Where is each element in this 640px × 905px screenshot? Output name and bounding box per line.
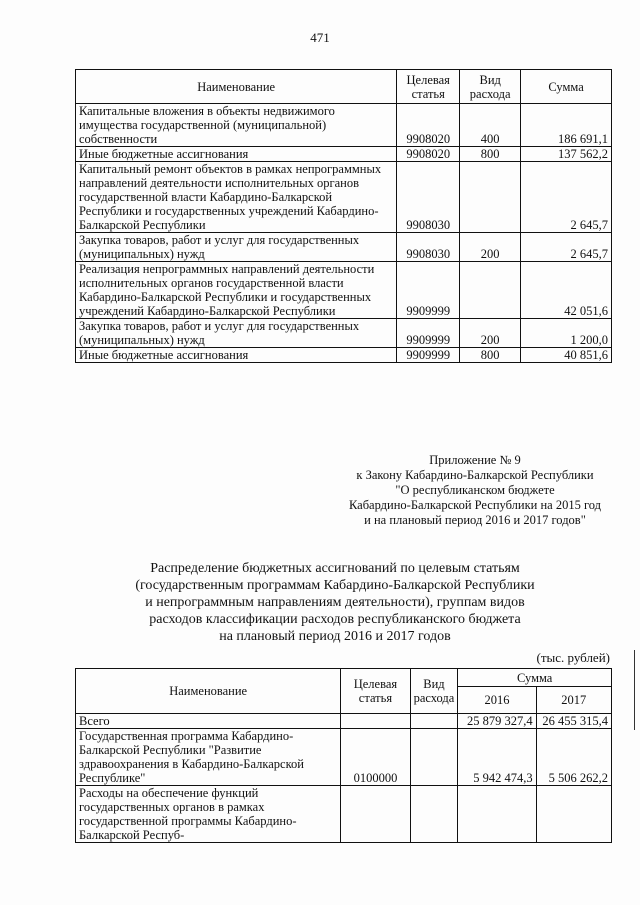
row-sum-2016 [458,786,536,843]
table-row [76,786,612,843]
row-name: Капитальные вложения в объекты недвижимого имущества государственной (муниципальной) собственности [76,104,397,147]
appendix-line: Кабардино-Балкарской Республики на 2015 год [348,498,602,512]
header-expense-type: Вид расхода [410,669,458,714]
row-code [341,714,410,729]
row-name: Государственная программа Кабардино-Балкарской Республики "Развитие здравоохранения в Кабардино-Балкарской Республике" [76,729,341,786]
header-target-article: Целевая статья [397,70,460,104]
page-number: 471 [310,30,330,45]
row-sum: 186 691,1 [521,104,612,147]
scan-margin-mark [634,650,638,730]
budget-table-plan [75,668,612,843]
table-row [76,262,612,319]
row-name: Иные бюджетные ассигнования [76,147,397,162]
row-type [460,162,521,233]
title-line: расходов классификации расходов республиканского бюджета [149,612,521,627]
appendix-line: к Закону Кабардино-Балкарской Республики [356,468,594,482]
row-code: 9909999 [397,319,460,348]
appendix-header [330,453,620,528]
row-type: 200 [460,319,521,348]
row-code: 9908030 [397,233,460,262]
header-expense-type: Вид расхода [460,70,521,104]
header-year-2016: 2016 [458,687,536,714]
row-name: Закупка товаров, работ и услуг для государственных (муниципальных) нужд [76,319,397,348]
title-line: (государственным программам Кабардино-Балкарской Республики [135,578,535,593]
header-sum: Сумма [521,70,612,104]
row-type: 800 [460,348,521,363]
row-sum: 1 200,0 [521,319,612,348]
row-sum-2016: 25 879 327,4 [458,714,536,729]
row-sum-2017: 5 506 262,2 [536,729,611,786]
table-row [76,319,612,348]
appendix-line: и на плановый период 2016 и 2017 годов" [364,513,586,527]
row-type: 400 [460,104,521,147]
table-row [76,714,612,729]
row-type: 800 [460,147,521,162]
row-type [410,786,458,843]
header-name: Наименование [76,669,341,714]
row-sum: 2 645,7 [521,162,612,233]
table-row [76,233,612,262]
row-type [410,714,458,729]
row-sum: 2 645,7 [521,233,612,262]
row-code: 9909999 [397,348,460,363]
row-type [410,729,458,786]
table-row [76,729,612,786]
row-sum-2017: 26 455 315,4 [536,714,611,729]
row-sum-2016: 5 942 474,3 [458,729,536,786]
table-row [76,348,612,363]
header-name: Наименование [76,70,397,104]
row-name: Капитальный ремонт объектов в рамках непрограммных направлений деятельности исполнительных органов государственной власти Кабардино-Балкарской Республики и государственных учреждений Кабардино-Балкарской Республики [76,162,397,233]
row-name: Всего [76,714,341,729]
title-line: Распределение бюджетных ассигнований по целевым статьям [150,561,520,576]
header-target-article: Целевая статья [341,669,410,714]
row-sum: 42 051,6 [521,262,612,319]
row-name: Расходы на обеспечение функций государственных органов в рамках государственной программы Кабардино-Балкарской Респуб- [76,786,341,843]
row-type [460,262,521,319]
table-row [76,104,612,147]
row-code: 9908030 [397,162,460,233]
header-year-2017: 2017 [536,687,611,714]
row-code: 9908020 [397,104,460,147]
appendix-line: "О республиканском бюджете [395,483,555,497]
row-name: Реализация непрограммных направлений деятельности исполнительных органов государственной власти Кабардино-Балкарской Республики и государственных учреждений Кабардино-Балкарской Республики [76,262,397,319]
table-row [76,147,612,162]
document-title [100,560,570,645]
header-sum: Сумма [458,669,612,687]
row-type: 200 [460,233,521,262]
table-row [76,162,612,233]
row-code: 9908020 [397,147,460,162]
appendix-line: Приложение № 9 [429,453,521,467]
row-code [341,786,410,843]
row-name: Иные бюджетные ассигнования [76,348,397,363]
row-sum: 137 562,2 [521,147,612,162]
row-sum: 40 851,6 [521,348,612,363]
row-code: 9909999 [397,262,460,319]
row-sum-2017 [536,786,611,843]
units-label: (тыс. рублей) [536,650,610,665]
row-code: 0100000 [341,729,410,786]
title-line: и непрограммным направлениям деятельности), группам видов [145,595,525,610]
title-line: на плановый период 2016 и 2017 годов [219,629,451,644]
row-name: Закупка товаров, работ и услуг для государственных (муниципальных) нужд [76,233,397,262]
budget-table-continued [75,69,612,363]
